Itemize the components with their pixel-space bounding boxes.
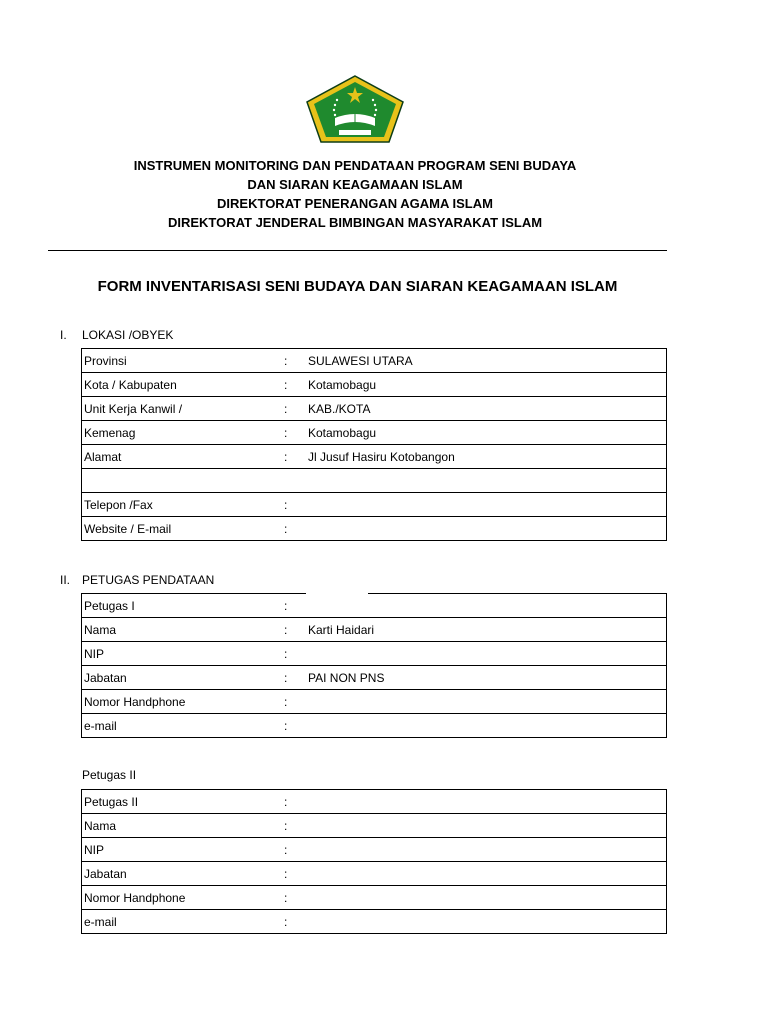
field-value[interactable] [306,910,667,934]
field-label: Jabatan [82,862,283,886]
field-separator: : [282,517,306,541]
table-row [82,594,667,618]
table-row [82,493,667,517]
field-separator: : [282,838,306,862]
field-value[interactable] [306,886,667,910]
kemenag-emblem-icon [305,74,405,144]
field-label: Nama [82,814,283,838]
field-separator: : [282,397,306,421]
section-1-number: I. [60,328,67,342]
section-3-title: Petugas II [82,768,137,782]
field-value[interactable] [306,690,667,714]
field-label: NIP [82,838,283,862]
form-title: FORM INVENTARISASI SENI BUDAYA DAN SIARAN KEAGAMAAN ISLAM [97,278,618,295]
field-value[interactable] [306,790,667,814]
field-separator: : [282,886,306,910]
field-value[interactable] [306,838,667,862]
table-row [82,642,667,666]
field-label [82,469,283,493]
field-value[interactable]: SULAWESI UTARA [306,349,667,373]
section-2-title: PETUGAS PENDATAAN [82,573,215,587]
field-separator: : [282,714,306,738]
field-separator [282,469,306,493]
field-label: e-mail [82,714,283,738]
document-header [0,156,710,232]
field-separator: : [282,814,306,838]
field-value[interactable] [306,469,667,493]
field-separator: : [282,790,306,814]
field-value[interactable] [306,814,667,838]
field-separator: : [282,618,306,642]
table-row [82,421,667,445]
table-row [82,618,667,642]
petugas-2-table [81,789,667,934]
field-separator: : [282,421,306,445]
header-line-3: DIREKTORAT PENERANGAN AGAMA ISLAM [217,196,493,211]
lokasi-table [81,348,667,541]
field-value[interactable]: KAB./KOTA [306,397,667,421]
table-row [82,397,667,421]
field-label: Kota / Kabupaten [82,373,283,397]
field-value[interactable] [306,714,667,738]
field-label: Alamat [82,445,283,469]
field-separator: : [282,349,306,373]
field-label: Petugas II [82,790,283,814]
table-row [82,886,667,910]
field-separator: : [282,910,306,934]
field-separator: : [282,666,306,690]
field-label: Nomor Handphone [82,886,283,910]
table-row [82,910,667,934]
field-separator: : [282,642,306,666]
field-separator: : [282,493,306,517]
field-separator: : [282,690,306,714]
table-row [82,469,667,493]
section-2-number: II. [60,573,71,587]
table-row [82,838,667,862]
field-value[interactable] [306,642,667,666]
field-label: Kemenag [82,421,283,445]
field-label: Nomor Handphone [82,690,283,714]
field-label: Unit Kerja Kanwil / [82,397,283,421]
field-separator: : [282,594,306,618]
table-row [82,445,667,469]
border-gap [306,592,368,594]
header-line-4: DIREKTORAT JENDERAL BIMBINGAN MASYARAKAT ISLAM [167,215,543,230]
table-row [82,862,667,886]
field-label: Telepon /Fax [82,493,283,517]
petugas-1-table [81,593,667,738]
header-divider [48,250,667,251]
table-row [82,790,667,814]
field-label: NIP [82,642,283,666]
table-row [82,349,667,373]
header-line-2: DAN SIARAN KEAGAMAAN ISLAM [247,177,463,192]
table-row [82,814,667,838]
field-label: Provinsi [82,349,283,373]
field-value[interactable]: Kotamobagu [306,421,667,445]
table-row [82,714,667,738]
table-row [82,517,667,541]
field-label: Jabatan [82,666,283,690]
field-value[interactable]: Karti Haidari [306,618,667,642]
field-value[interactable]: Kotamobagu [306,373,667,397]
table-row [82,373,667,397]
field-label: e-mail [82,910,283,934]
field-label: Website / E-mail [82,517,283,541]
field-value[interactable] [306,517,667,541]
table-row [82,666,667,690]
field-value[interactable]: PAI NON PNS [306,666,667,690]
field-label: Nama [82,618,283,642]
field-value[interactable] [306,493,667,517]
field-value[interactable] [306,594,667,618]
field-value[interactable] [306,862,667,886]
section-1-title: LOKASI /OBYEK [82,328,174,342]
field-label: Petugas I [82,594,283,618]
header-line-1: INSTRUMEN MONITORING DAN PENDATAAN PROGRAM SENI BUDAYA [133,158,577,173]
field-separator: : [282,445,306,469]
field-separator: : [282,373,306,397]
table-row [82,690,667,714]
field-separator: : [282,862,306,886]
field-value[interactable]: Jl Jusuf Hasiru Kotobangon [306,445,667,469]
